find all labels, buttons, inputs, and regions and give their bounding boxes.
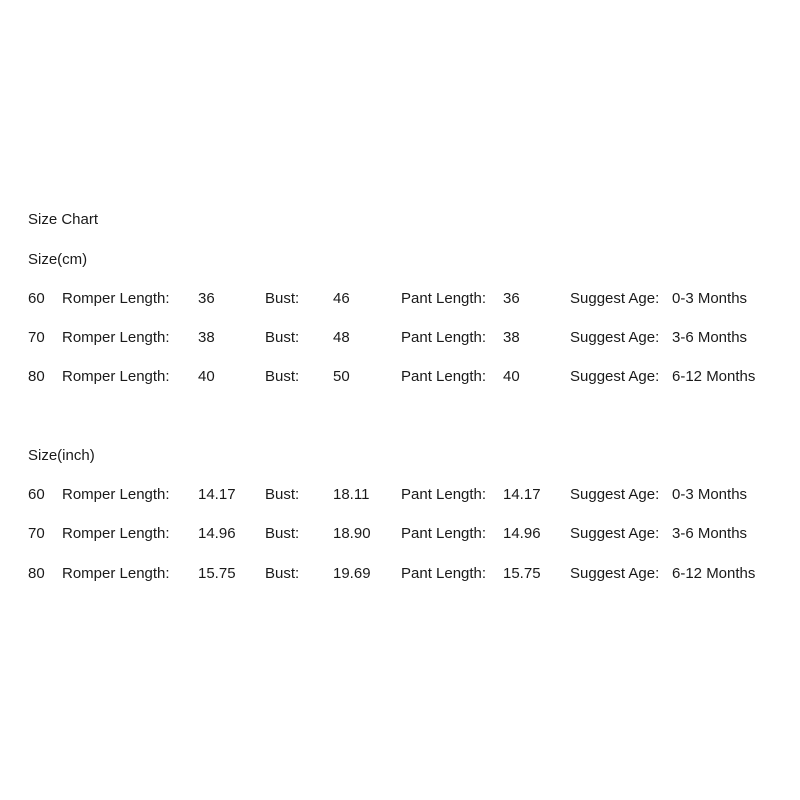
pant-length-label: Pant Length: (401, 368, 487, 385)
suggest-age-value: 3-6 Months (672, 525, 748, 542)
romper-length-label: Romper Length: (62, 565, 170, 582)
pant-length-value: 14.96 (503, 525, 541, 542)
bust-value: 46 (333, 290, 350, 307)
size-value: 60 (28, 486, 45, 503)
bust-label: Bust: (265, 486, 300, 503)
size-value: 70 (28, 329, 45, 346)
bust-value: 18.90 (333, 525, 371, 542)
pant-length-label: Pant Length: (401, 525, 487, 542)
pant-length-label: Pant Length: (401, 565, 487, 582)
pant-length-label: Pant Length: (401, 290, 487, 307)
bust-value: 50 (333, 368, 350, 385)
romper-length-label: Romper Length: (62, 525, 170, 542)
table-row (0, 486, 800, 504)
bust-value: 48 (333, 329, 350, 346)
romper-length-value: 14.96 (198, 525, 236, 542)
suggest-age-label: Suggest Age: (570, 565, 660, 582)
size-value: 80 (28, 565, 45, 582)
suggest-age-value: 0-3 Months (672, 290, 748, 307)
pant-length-value: 15.75 (503, 565, 541, 582)
suggest-age-label: Suggest Age: (570, 368, 660, 385)
suggest-age-value: 6-12 Months (672, 368, 756, 385)
page-title: Size Chart (28, 211, 99, 228)
size-value: 70 (28, 525, 45, 542)
romper-length-value: 15.75 (198, 565, 236, 582)
suggest-age-value: 6-12 Months (672, 565, 756, 582)
romper-length-value: 38 (198, 329, 215, 346)
bust-label: Bust: (265, 525, 300, 542)
size-value: 80 (28, 368, 45, 385)
suggest-age-value: 0-3 Months (672, 486, 748, 503)
suggest-age-label: Suggest Age: (570, 486, 660, 503)
pant-length-value: 36 (503, 290, 520, 307)
section-heading-inch: Size(inch) (28, 447, 95, 464)
table-row (0, 329, 800, 347)
table-row (0, 565, 800, 583)
romper-length-label: Romper Length: (62, 290, 170, 307)
table-row (0, 525, 800, 543)
bust-value: 19.69 (333, 565, 371, 582)
romper-length-value: 36 (198, 290, 215, 307)
size-value: 60 (28, 290, 45, 307)
romper-length-label: Romper Length: (62, 486, 170, 503)
table-row (0, 290, 800, 308)
suggest-age-value: 3-6 Months (672, 329, 748, 346)
bust-label: Bust: (265, 290, 300, 307)
pant-length-value: 38 (503, 329, 520, 346)
pant-length-label: Pant Length: (401, 329, 487, 346)
pant-length-label: Pant Length: (401, 486, 487, 503)
pant-length-value: 14.17 (503, 486, 541, 503)
romper-length-value: 40 (198, 368, 215, 385)
romper-length-label: Romper Length: (62, 368, 170, 385)
suggest-age-label: Suggest Age: (570, 329, 660, 346)
bust-label: Bust: (265, 329, 300, 346)
romper-length-label: Romper Length: (62, 329, 170, 346)
bust-label: Bust: (265, 565, 300, 582)
table-row (0, 368, 800, 386)
bust-label: Bust: (265, 368, 300, 385)
bust-value: 18.11 (333, 486, 370, 503)
pant-length-value: 40 (503, 368, 520, 385)
section-heading-cm: Size(cm) (28, 251, 88, 268)
suggest-age-label: Suggest Age: (570, 290, 660, 307)
romper-length-value: 14.17 (198, 486, 236, 503)
suggest-age-label: Suggest Age: (570, 525, 660, 542)
